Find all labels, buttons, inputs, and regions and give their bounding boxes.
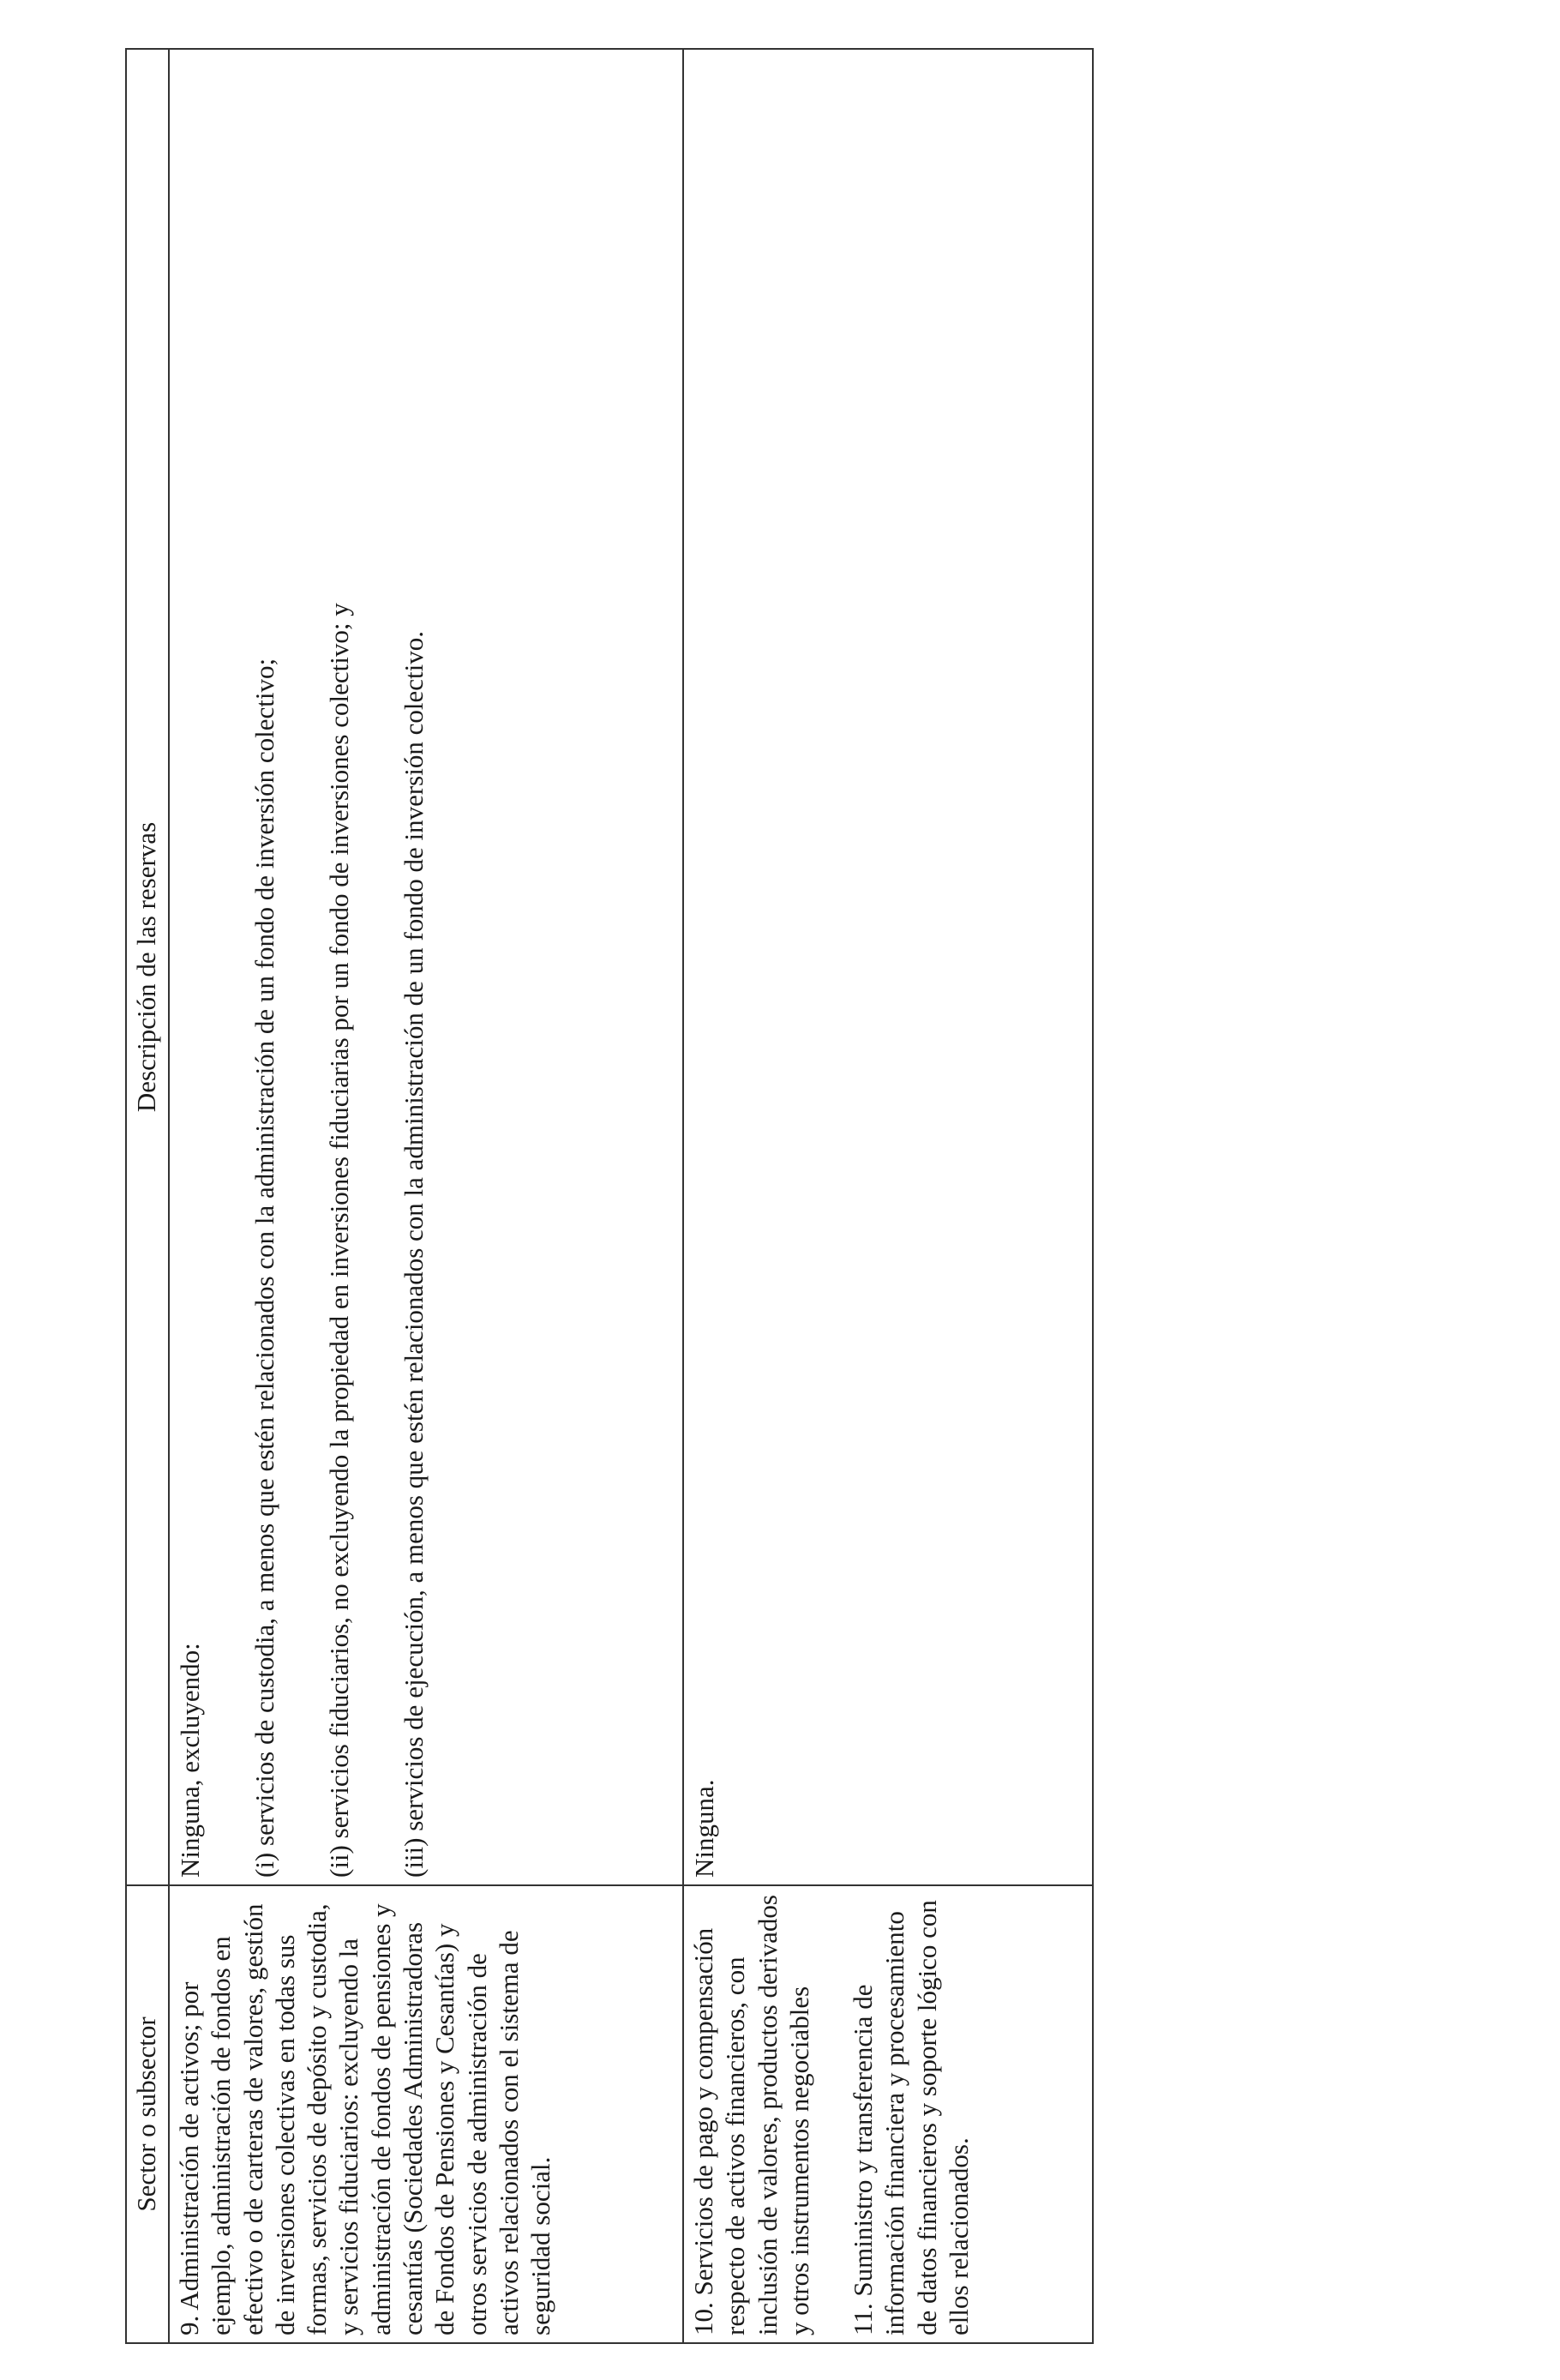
description-item-iii: (iii) servicios de ejecución, a menos que estén relacionados con la administración de un fondo de inversión colectivo. (399, 631, 429, 1878)
rotated-page (125, 50, 1077, 2344)
description-cell (683, 49, 1093, 1885)
description-cell (169, 49, 683, 1885)
sector-cell (683, 1885, 1093, 2343)
table-row (683, 49, 1093, 2343)
header-description: Descripción de las reservas (126, 49, 169, 1885)
description-item-i: (i) servicios de custodia, a menos que estén relacionados con la administración de un fondo de inversión colectivo; (249, 658, 279, 1878)
sector-cell (169, 1885, 683, 2343)
header-sector: Sector o subsector (126, 1885, 169, 2343)
reservations-table (125, 48, 1094, 2344)
description-intro: Ninguna, excluyendo: (175, 1643, 205, 1878)
table-header-row (126, 49, 169, 2343)
description-item-ii: (ii) servicios fiduciarios, no excluyendo la propiedad en inversiones fiduciarias por un fondo de inversiones colectivo; y (324, 603, 354, 1878)
sector-item-10: 10. Servicios de pago y compensación respecto de activos financieros, con inclusión de valores, productos derivados y otros instrumentos negociables (688, 1895, 814, 2335)
table-row (169, 49, 683, 2343)
sector-item-11: 11. Suministro y transferencia de información financiera y procesamiento de datos financieros y soporte lógico con ellos relacionados. (848, 1900, 975, 2335)
description-none: Ninguna. (689, 1779, 719, 1878)
sector-item-9: 9. Administración de activos; por ejemplo, administración de fondos en efectivo o de carteras de valores, gestión de inversiones colectivas en todas sus formas, servicios de depósito y custodia, y servicios fiduciarios: excluyendo la administración de fondos de pensiones y cesantías (Sociedades Administradoras de Fondos de Pensiones y Cesantías) y otros servicios de administración de activos relacionados con el sistema de seguridad social. (174, 1903, 556, 2335)
